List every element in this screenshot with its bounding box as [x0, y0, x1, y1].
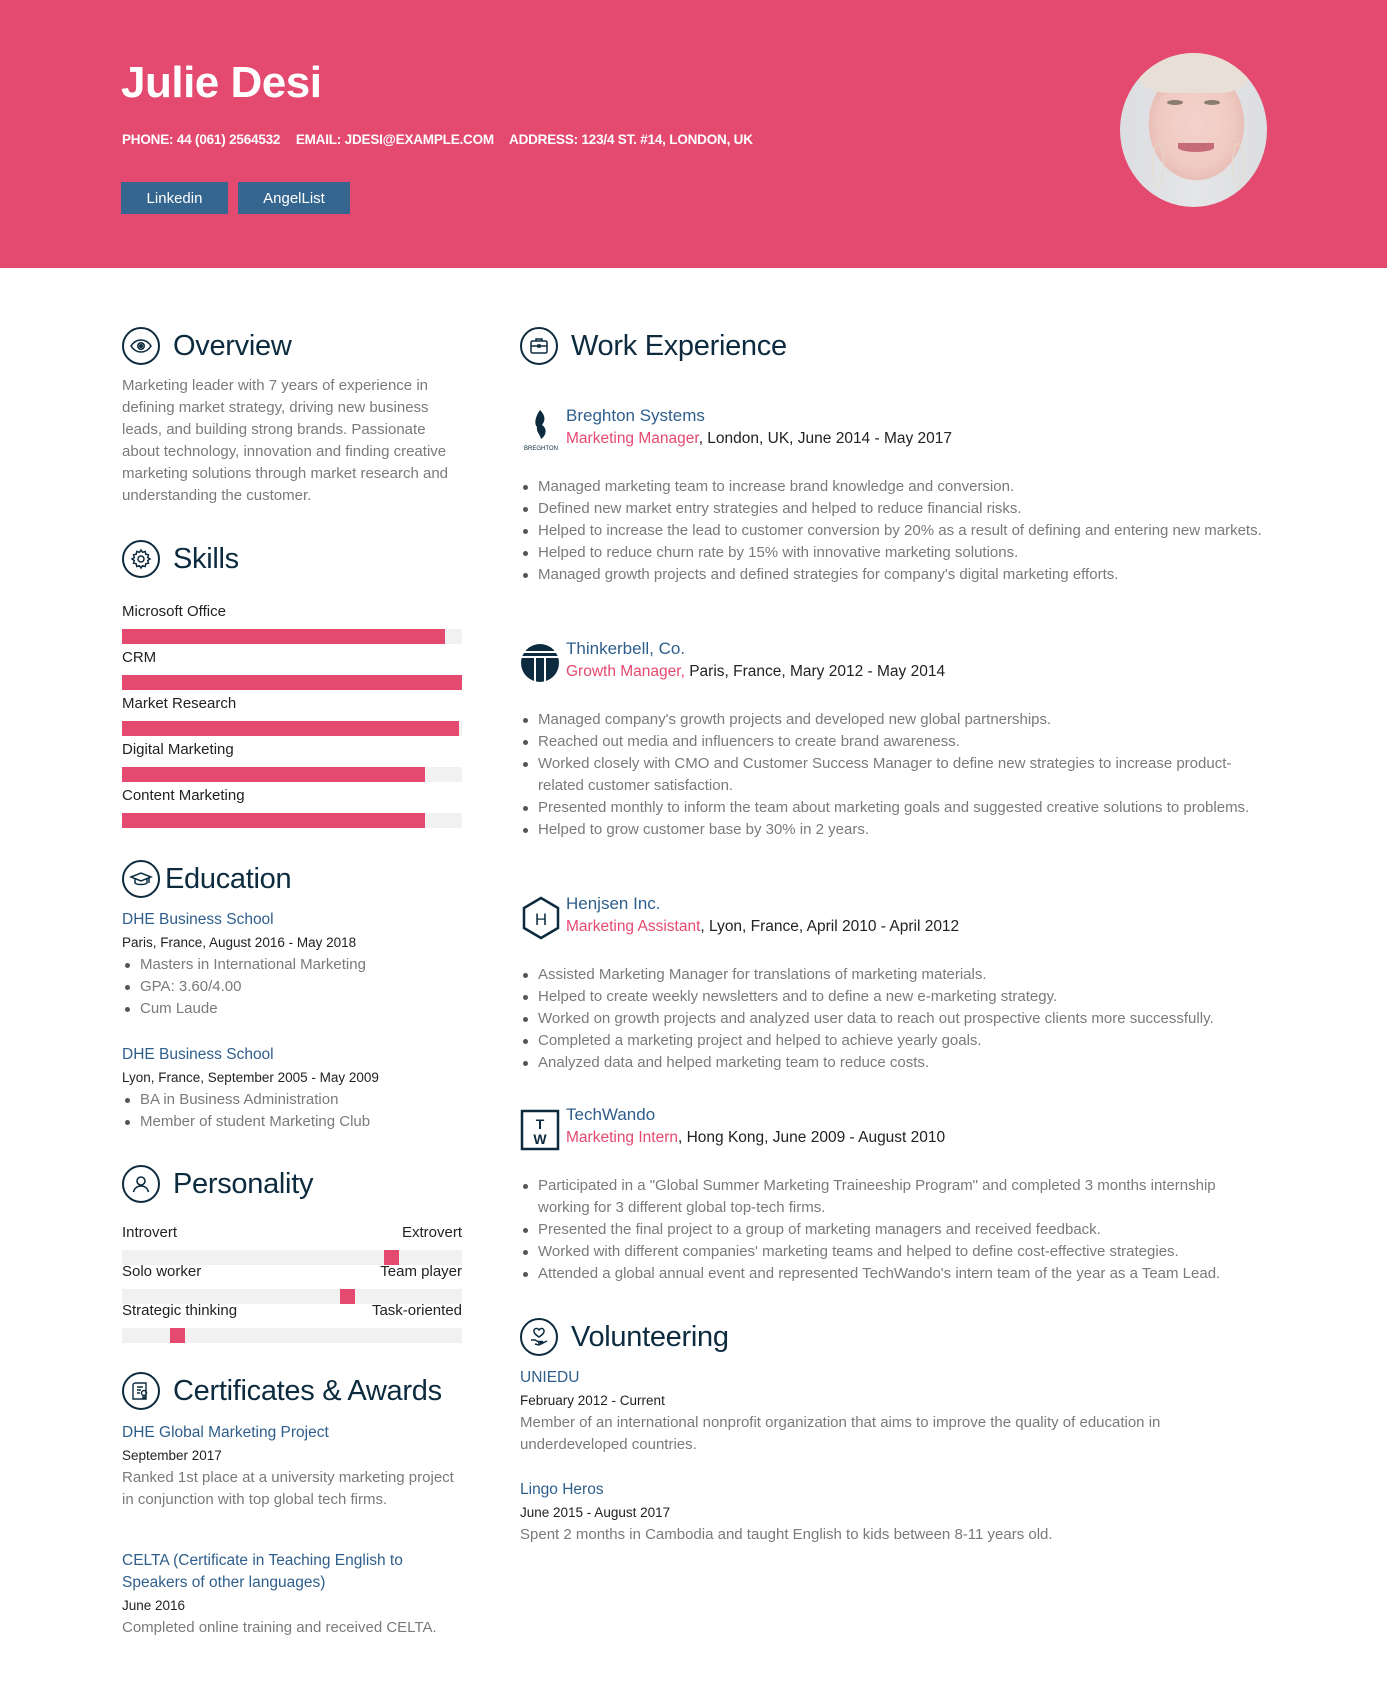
- list-item: Masters in International Marketing: [122, 954, 467, 976]
- avatar-earring: [1152, 143, 1164, 187]
- personality-trait: [122, 1224, 462, 1265]
- job-points: [520, 964, 1270, 1074]
- certificate-description: Ranked 1st place at a university marketing project in conjunction with top global tech firms.: [122, 1469, 454, 1508]
- trait-right-label: Extrovert: [401, 1224, 462, 1241]
- organization-name[interactable]: Lingo Heros: [520, 1481, 604, 1498]
- work-experience-heading: [520, 327, 787, 365]
- job-role: Marketing Manager: [566, 430, 699, 447]
- volunteering-entry: [520, 1479, 1220, 1546]
- section-title: Volunteering: [571, 1320, 729, 1353]
- trait-left-label: Solo worker: [122, 1263, 202, 1280]
- job-role-line: [566, 1129, 945, 1147]
- job-role-line: [566, 663, 945, 681]
- job-entry: [520, 1105, 1270, 1285]
- job-details: Paris, France, Mary 2012 - May 2014: [684, 663, 946, 680]
- job-entry: [520, 639, 1270, 841]
- company-name[interactable]: Breghton Systems: [566, 406, 705, 425]
- list-item: Managed company's growth projects and developed new global partnerships.: [520, 709, 1270, 731]
- job-points: [520, 709, 1270, 841]
- skill-bar-fill: [122, 813, 425, 828]
- certificates-heading: [122, 1372, 442, 1410]
- contact-address: ADDRESS: 123/4 ST. #14, LONDON, UK: [509, 132, 753, 147]
- skill-label: Digital Marketing: [122, 741, 234, 758]
- avatar-eye: [1204, 100, 1220, 105]
- certificate-entry: [122, 1550, 442, 1639]
- skill-bar: [122, 813, 462, 828]
- eye-icon: [122, 327, 160, 365]
- avatar-earring: [1232, 143, 1244, 187]
- job-entry: [520, 894, 1270, 1074]
- job-points: [520, 1175, 1270, 1285]
- company-name[interactable]: Henjsen Inc.: [566, 894, 661, 913]
- job-role: Marketing Assistant: [566, 918, 701, 935]
- list-item: Managed marketing team to increase brand knowledge and conversion.: [520, 476, 1270, 498]
- company-name[interactable]: Thinkerbell, Co.: [566, 639, 686, 658]
- avatar-eye: [1167, 100, 1183, 105]
- linkedin-button[interactable]: Linkedin: [121, 182, 228, 214]
- overview-text: Marketing leader with 7 years of experience in defining market strategy, driving new business leads, and building strong brands. Passionate about technology, innovation and finding creative marketing solutions through market research and understanding the customer.: [122, 377, 449, 504]
- volunteering-date: June 2015 - August 2017: [520, 1505, 671, 1520]
- trait-left-label: Introvert: [122, 1224, 178, 1241]
- list-item: Participated in a "Global Summer Marketing Traineeship Program" and completed 3 months internship working for 3 different global top-tech firms.: [520, 1175, 1270, 1219]
- heart-hand-icon: [520, 1318, 558, 1356]
- skill-bar: [122, 721, 462, 736]
- list-item: Defined new market entry strategies and helped to reduce financial risks.: [520, 498, 1270, 520]
- certificate-date: September 2017: [122, 1448, 222, 1463]
- section-title: Certificates & Awards: [173, 1374, 442, 1407]
- job-details: , Lyon, France, April 2010 - April 2012: [700, 918, 960, 935]
- briefcase-icon: [520, 327, 558, 365]
- personality-trait: [122, 1263, 462, 1304]
- skill-bar-fill: [122, 767, 425, 782]
- skill-bar: [122, 629, 462, 644]
- education-heading: [122, 860, 291, 898]
- contact-line: [122, 132, 765, 147]
- list-item: Presented the final project to a group of marketing managers and received feedback.: [520, 1219, 1270, 1241]
- skill-label: CRM: [122, 649, 157, 666]
- list-item: Worked closely with CMO and Customer Success Manager to define new strategies to increase product-related customer satisfaction.: [520, 753, 1270, 797]
- trait-marker: [170, 1328, 185, 1343]
- list-item: Helped to increase the lead to customer conversion by 20% as a result of defining and entering new markets.: [520, 520, 1270, 542]
- volunteering-description: Member of an international nonprofit organization that aims to improve the quality of education in underdeveloped countries.: [520, 1414, 1161, 1453]
- contact-email[interactable]: EMAIL: JDESI@EXAMPLE.COM: [295, 132, 494, 147]
- volunteering-description: Spent 2 months in Cambodia and taught English to kids between 8-11 years old.: [520, 1526, 1053, 1543]
- list-item: Worked with different companies' marketing teams and helped to define cost-effective strategies.: [520, 1241, 1270, 1263]
- organization-name[interactable]: UNIEDU: [520, 1369, 580, 1386]
- job-points: [520, 476, 1270, 586]
- techwando-logo-icon: [520, 1105, 562, 1153]
- section-title: Education: [165, 862, 292, 895]
- trait-right-label: Team player: [380, 1263, 462, 1280]
- section-title: Personality: [173, 1167, 314, 1200]
- svg-text:BREGHTON: BREGHTON: [524, 446, 558, 452]
- personality-trait: [122, 1302, 462, 1343]
- skill-label: Content Marketing: [122, 787, 245, 804]
- contact-phone: PHONE: 44 (061) 2564532: [122, 132, 281, 147]
- school-name[interactable]: DHE Business School: [122, 911, 274, 928]
- section-title: Overview: [173, 329, 292, 362]
- svg-text:W: W: [533, 1131, 547, 1147]
- certificate-date: June 2016: [122, 1598, 186, 1613]
- overview-heading: [122, 327, 291, 365]
- personality-heading: [122, 1165, 313, 1203]
- skill-bar-fill: [122, 629, 445, 644]
- list-item: Assisted Marketing Manager for translations of marketing materials.: [520, 964, 1270, 986]
- trait-scale: [122, 1328, 462, 1343]
- candidate-name: Julie Desi: [121, 58, 322, 107]
- job-entry: [520, 406, 1270, 586]
- trait-left-label: Strategic thinking: [122, 1302, 238, 1319]
- list-item: Attended a global annual event and represented TechWando's intern team of the year as a Team Lead.: [520, 1263, 1270, 1285]
- avatar-mouth: [1178, 143, 1214, 152]
- job-details: , Hong Kong, June 2009 - August 2010: [678, 1129, 946, 1146]
- volunteering-date: February 2012 - Current: [520, 1393, 665, 1408]
- school-meta: Paris, France, August 2016 - May 2018: [122, 935, 357, 950]
- certificate-name[interactable]: DHE Global Marketing Project: [122, 1424, 329, 1441]
- graduation-cap-icon: [122, 860, 160, 898]
- certificate-name[interactable]: CELTA (Certificate in Teaching English to Speakers of other languages): [122, 1552, 403, 1591]
- skill-label: Microsoft Office: [122, 603, 226, 620]
- job-role-line: [566, 430, 952, 448]
- gear-icon: [122, 540, 160, 578]
- avatar: [1120, 53, 1267, 207]
- list-item: Analyzed data and helped marketing team to reduce costs.: [520, 1052, 1270, 1074]
- list-item: Worked on growth projects and analyzed user data to reach out prospective clients more successfully.: [520, 1008, 1270, 1030]
- job-role: Marketing Intern: [566, 1129, 678, 1146]
- list-item: Cum Laude: [122, 998, 467, 1020]
- angellist-button[interactable]: AngelList: [238, 182, 350, 214]
- job-details: , London, UK, June 2014 - May 2017: [698, 430, 953, 447]
- user-icon: [122, 1165, 160, 1203]
- avatar-hair: [1140, 53, 1248, 93]
- breghton-logo-icon: [520, 406, 562, 454]
- job-role-line: [566, 918, 959, 936]
- list-item: BA in Business Administration: [122, 1089, 467, 1111]
- trait-right-label: Task-oriented: [371, 1302, 462, 1319]
- job-role: Growth Manager,: [566, 663, 685, 680]
- school-name[interactable]: DHE Business School: [122, 1046, 274, 1063]
- list-item: Member of student Marketing Club: [122, 1111, 467, 1133]
- list-item: Helped to reduce churn rate by 15% with innovative marketing solutions.: [520, 542, 1270, 564]
- certificate-entry: [122, 1422, 467, 1511]
- section-title: Skills: [173, 542, 239, 575]
- education-entry: [122, 909, 467, 1020]
- school-meta: Lyon, France, September 2005 - May 2009: [122, 1070, 379, 1085]
- certificate-icon: [122, 1372, 160, 1410]
- svg-text:H: H: [534, 910, 548, 929]
- list-item: GPA: 3.60/4.00: [122, 976, 467, 998]
- skill-bar-fill: [122, 721, 459, 736]
- education-points: [122, 1089, 467, 1133]
- henjsen-logo-icon: [520, 894, 562, 942]
- skill-bar: [122, 767, 462, 782]
- skill-label: Market Research: [122, 695, 237, 712]
- certificate-description: Completed online training and received CELTA.: [122, 1619, 437, 1636]
- resume-header: [0, 0, 1387, 268]
- list-item: Presented monthly to inform the team about marketing goals and suggested creative solutions to problems.: [520, 797, 1270, 819]
- list-item: Completed a marketing project and helped to achieve yearly goals.: [520, 1030, 1270, 1052]
- list-item: Helped to create weekly newsletters and to define a new e-marketing strategy.: [520, 986, 1270, 1008]
- skill-bar: [122, 675, 462, 690]
- list-item: Helped to grow customer base by 30% in 2 years.: [520, 819, 1270, 841]
- education-entry: [122, 1044, 467, 1133]
- skills-heading: [122, 540, 239, 578]
- skill-bar-fill: [122, 675, 462, 690]
- thinkerbell-logo-icon: [520, 639, 562, 687]
- volunteering-entry: [520, 1367, 1220, 1456]
- volunteering-heading: [520, 1318, 729, 1356]
- education-points: [122, 954, 467, 1020]
- company-name[interactable]: TechWando: [566, 1105, 656, 1124]
- list-item: Managed growth projects and defined strategies for company's digital marketing efforts.: [520, 564, 1270, 586]
- section-title: Work Experience: [571, 329, 787, 362]
- svg-text:T: T: [535, 1116, 545, 1132]
- list-item: Reached out media and influencers to create brand awareness.: [520, 731, 1270, 753]
